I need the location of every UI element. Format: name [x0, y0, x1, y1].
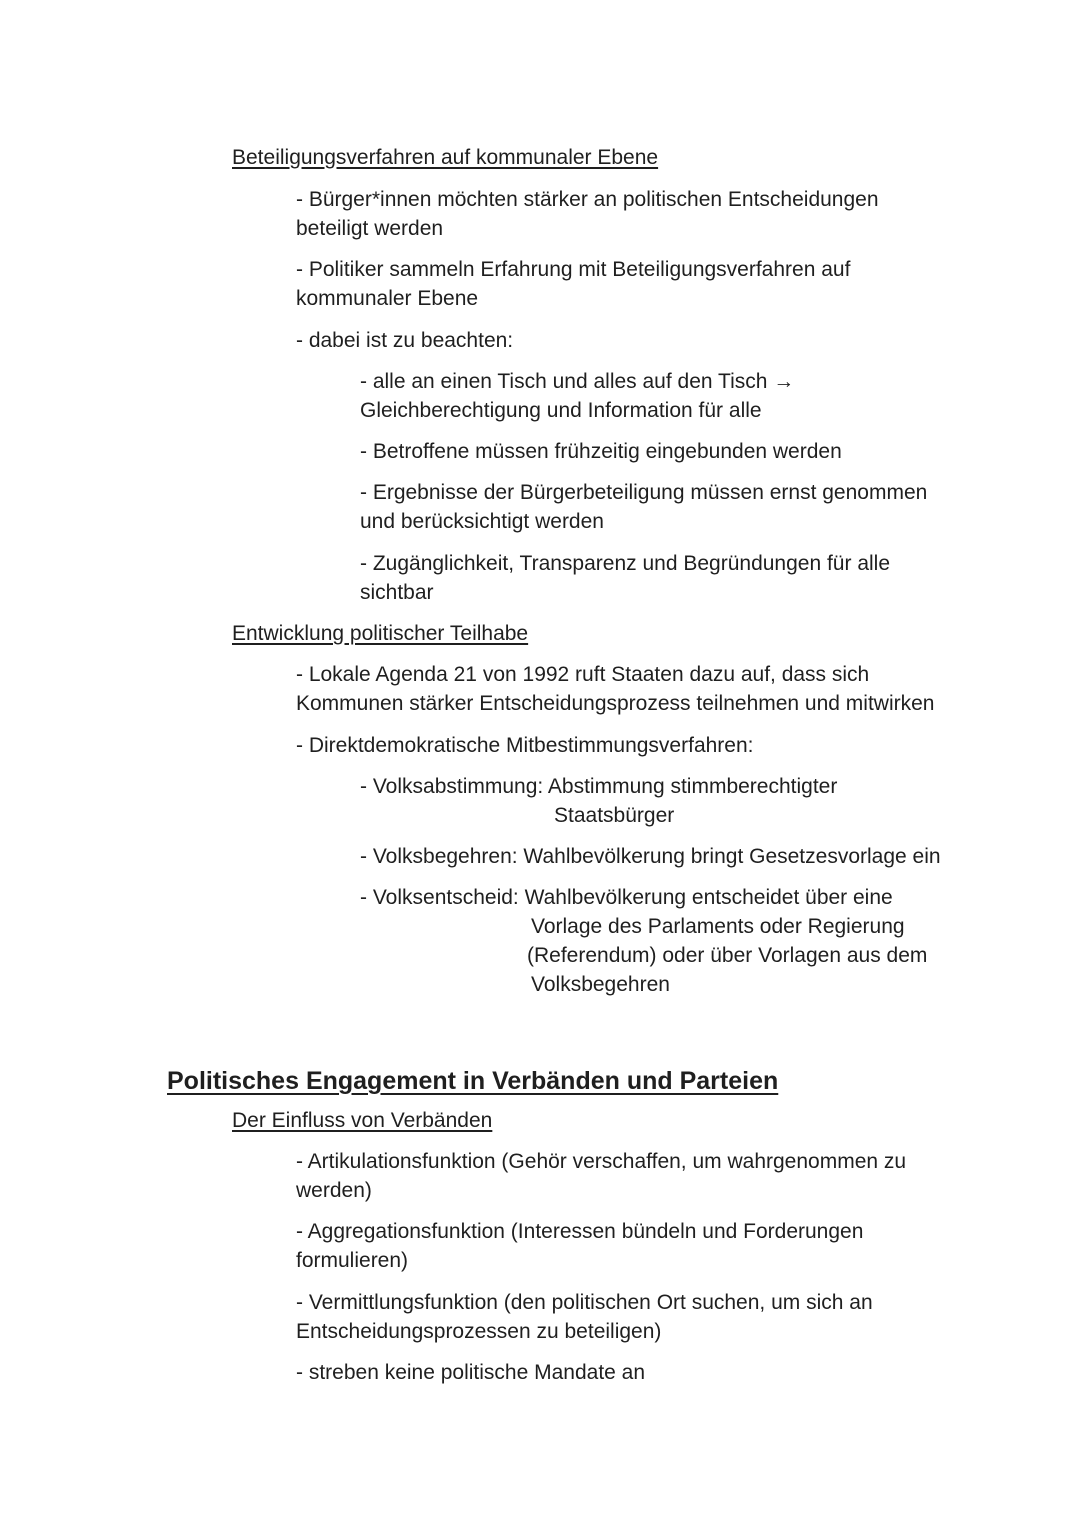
sub-bullet-line: - alle an einen Tisch und alles auf den Tisch → [360, 370, 795, 393]
bullet-line: - Artikulationsfunktion (Gehör verschaffen, um wahrgenommen zu [296, 1150, 907, 1173]
bullet-line: Kommunen stärker Entscheidungsprozess teilnehmen und mitwirken [296, 692, 935, 715]
bullet-line: formulieren) [296, 1249, 409, 1272]
sub-bullet-line: - Ergebnisse der Bürgerbeteiligung müssen ernst genommen [360, 481, 928, 504]
section-heading-beteiligungsverfahren: Beteiligungsverfahren auf kommunaler Ebene [232, 146, 659, 169]
bullet-line: werden) [296, 1179, 372, 1202]
sub-bullet-line: - Volksentscheid: Wahlbevölkerung entscheidet über eine [360, 886, 893, 909]
sub-bullet-line: Vorlage des Parlaments oder Regierung [531, 915, 905, 938]
bullet-line: - Politiker sammeln Erfahrung mit Beteiligungsverfahren auf [296, 258, 851, 281]
section-heading-teilhabe: Entwicklung politischer Teilhabe [232, 622, 529, 645]
section-heading-verbaende: Der Einfluss von Verbänden [232, 1109, 493, 1132]
bullet-line: - Vermittlungsfunktion (den politischen Ort suchen, um sich an [296, 1291, 873, 1314]
bullet-line: beteiligt werden [296, 217, 444, 240]
main-heading: Politisches Engagement in Verbänden und Parteien [167, 1067, 779, 1095]
bullet-line: - streben keine politische Mandate an [296, 1361, 646, 1384]
bullet-line: kommunaler Ebene [296, 287, 479, 310]
bullet-line: - Lokale Agenda 21 von 1992 ruft Staaten dazu auf, dass sich [296, 663, 870, 686]
sub-bullet-line: - Volksabstimmung: Abstimmung stimmberechtigter [360, 775, 838, 798]
sub-bullet-line: Volksbegehren [531, 973, 670, 996]
sub-bullet-line: - Betroffene müssen frühzeitig eingebunden werden [360, 440, 842, 463]
bullet-line: - Bürger*innen möchten stärker an politischen Entscheidungen [296, 188, 879, 211]
sub-bullet-line: - Volksbegehren: Wahlbevölkerung bringt Gesetzesvorlage ein [360, 845, 941, 868]
bullet-line: - Direktdemokratische Mitbestimmungsverfahren: [296, 734, 754, 757]
bullet-line: Entscheidungsprozessen zu beteiligen) [296, 1320, 662, 1343]
sub-bullet-line: Gleichberechtigung und Information für alle [360, 399, 762, 422]
sub-bullet-line: Staatsbürger [554, 804, 675, 827]
sub-bullet-line: sichtbar [360, 581, 434, 604]
sub-bullet-line: (Referendum) oder über Vorlagen aus dem [527, 944, 928, 967]
bullet-line: - Aggregationsfunktion (Interessen bündeln und Forderungen [296, 1220, 864, 1243]
sub-bullet-line: und berücksichtigt werden [360, 510, 604, 533]
bullet-line: - dabei ist zu beachten: [296, 329, 514, 352]
sub-bullet-line: - Zugänglichkeit, Transparenz und Begründungen für alle [360, 552, 891, 575]
